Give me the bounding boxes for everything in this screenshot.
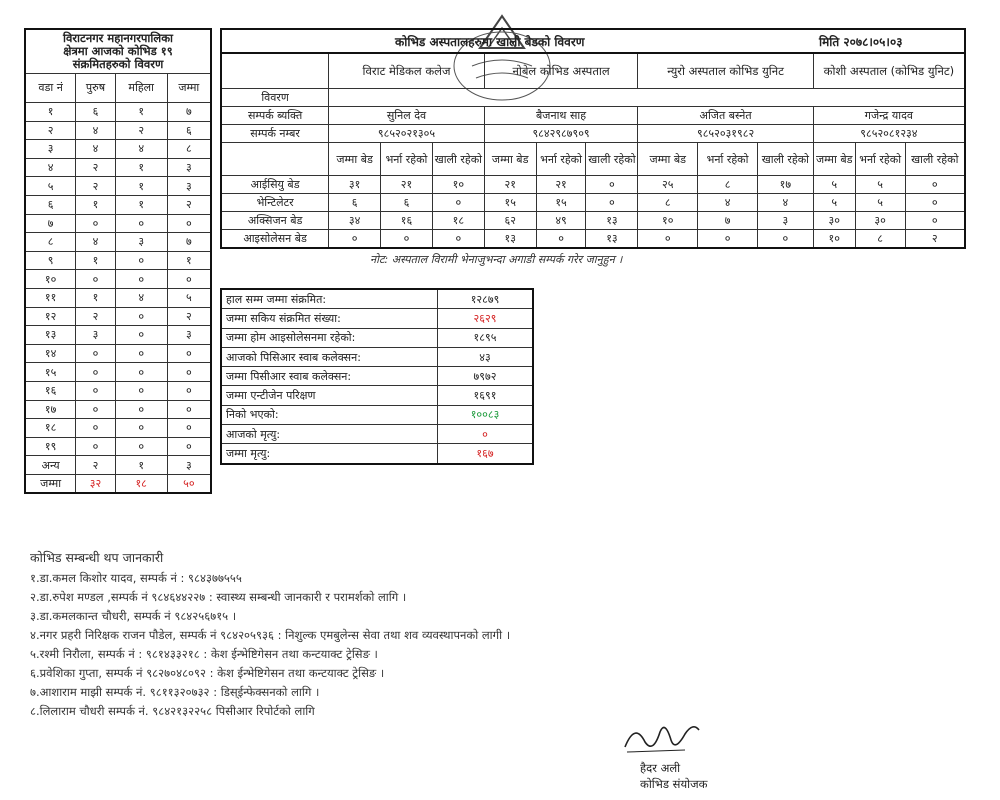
ward-row: १० ० ० ० [25, 270, 211, 289]
ward-row: ३ ४ ४ ८ [25, 140, 211, 159]
ward-row: १६ ० ० ० [25, 381, 211, 400]
info-line: २.डा.रुपेश मण्डल ,सम्पर्क नं ९८४६४४२२७ : स्वास्थ्य सम्बन्धी जानकारी र परामर्शको लागि । [30, 590, 407, 604]
summary-row [221, 328, 533, 347]
bed-column-header: खाली रहेको [432, 143, 484, 176]
info-line: ७.आशाराम माझी सम्पर्क नं. ९८११३२०७३२ : डिस्ईन्फेक्सनको लागि । [30, 685, 320, 699]
summary-value: १२८७९ [438, 289, 534, 309]
summary-label: आजको पिसिआर स्वाब कलेक्सन: [221, 347, 438, 366]
summary-label: जम्मा एन्टीजेन परिक्षण [221, 386, 438, 405]
ward-row: १३ ३ ० ३ [25, 326, 211, 345]
bed-row-label: आईसियु बेड [221, 176, 329, 194]
summary-label: जम्मा सकिय संक्रमित संख्या: [221, 309, 438, 328]
label-header-row: विवरण [221, 89, 965, 107]
ward-row: ११ १ ४ ५ [25, 288, 211, 307]
summary-label: जम्मा पिसीआर स्वाब कलेक्सन: [221, 367, 438, 386]
summary-value: ७९७२ [438, 367, 534, 386]
ward-row: १७ ० ० ० [25, 400, 211, 419]
bed-column-header: भर्ना रहेको [381, 143, 433, 176]
bed-row-label: आइसोलेसन बेड [221, 230, 329, 249]
info-line: ४.नगर प्रहरी निरिक्षक राजन पौडेल, सम्पर्क नं ९८४२०५९३६ : निशुल्क एमबुलेन्स सेवा तथा शव व्यवस्थापनको लागी । [30, 628, 511, 642]
bed-row-label: अक्सिजन बेड [221, 212, 329, 230]
hospital-table-title-row [221, 29, 965, 53]
summary-value: २६२९ [438, 309, 534, 328]
bed-column-header: भर्ना रहेको [698, 143, 758, 176]
ward-total-row: जम्मा ३२ १८ ५० [25, 474, 211, 493]
bed-row-label: भेन्टिलेटर [221, 194, 329, 212]
bed-column-header: जम्मा बेड [813, 143, 855, 176]
ward-table-header: वडा नं पुरुष महिला जम्मा [25, 74, 211, 103]
hospital-name: विराट मेडिकल कलेज [329, 53, 485, 89]
ward-row: १४ ० ० ० [25, 344, 211, 363]
bed-column-header: खाली रहेको [757, 143, 813, 176]
bed-column-header: जम्मा बेड [638, 143, 698, 176]
bed-column-header: भर्ना रहेको [536, 143, 586, 176]
additional-info [30, 548, 510, 721]
hospital-table-title: कोभिड अस्पतालहरुमा खाली बेडको विवरण [221, 29, 757, 53]
ward-table-title: विराटनगर महानगरपालिका क्षेत्रमा आजको कोभिड १९ संक्रमितहरुको विवरण [25, 29, 211, 74]
ward-row: १९ ० ० ० [25, 437, 211, 456]
hospital-name: कोशी अस्पताल (कोभिड युनिट) [813, 53, 965, 89]
info-line: ५.रश्मी निरौला, सम्पर्क नं : ९८१४३३२१८ : केश ईन्भेष्टिगेसन तथा कन्टयाक्ट ट्रेसिङ । [30, 647, 378, 661]
summary-row [221, 309, 533, 328]
covid-summary-table [220, 288, 534, 465]
summary-row [221, 405, 533, 424]
contact-number-row: सम्पर्क नम्बर ९८५२०२१३०५ ९८४२९८७९०९ ९८५२०३१९८२ ९८५२०८१२३४ [221, 125, 965, 143]
info-line: १.डा.कमल किशोर यादव, सम्पर्क नं : ९८४३७७५५५ [30, 571, 242, 585]
summary-value: ४३ [438, 347, 534, 366]
bed-row: आइसोलेसन बेड ० ० ० १३ ० १३ ० ० ० १० ८ २ [221, 230, 965, 249]
signatory-name: हैदर अली [640, 761, 681, 775]
summary-value: ० [438, 425, 534, 444]
summary-label: हाल सम्म जम्मा संक्रमित: [221, 289, 438, 309]
info-line: ८.लिलाराम चौधरी सम्पर्क नं. ९८४२१३२२५८ पिसीआर रिपोर्टको लागि [30, 704, 315, 718]
ward-row: १२ २ ० २ [25, 307, 211, 326]
bed-row: अक्सिजन बेड ३४ १६ १८ ६२ ४९ १३ १० ७ ३ ३० ३० ० [221, 212, 965, 230]
ward-row: १ ६ १ ७ [25, 103, 211, 122]
summary-row [221, 347, 533, 366]
summary-row [221, 289, 533, 309]
bed-row: भेन्टिलेटर ६ ६ ० १५ १५ ० ८ ४ ४ ५ ५ ० [221, 194, 965, 212]
bed-column-header: जम्मा बेड [484, 143, 536, 176]
summary-value: १००८३ [438, 405, 534, 424]
summary-label: जम्मा होम आइसोलेसनमा रहेको: [221, 328, 438, 347]
summary-value: १८९५ [438, 328, 534, 347]
bed-column-header: भर्ना रहेको [855, 143, 905, 176]
ward-infection-table [24, 28, 212, 494]
bed-subheader-row [221, 143, 965, 176]
ward-row: ६ १ १ २ [25, 195, 211, 214]
ward-row: ८ ४ ३ ७ [25, 233, 211, 252]
hospital-name-row [221, 53, 965, 89]
summary-label: निको भएको: [221, 405, 438, 424]
ward-row: अन्य २ १ ३ [25, 456, 211, 475]
ward-row: १८ ० ० ० [25, 419, 211, 438]
summary-row [221, 367, 533, 386]
report-date: मिति २०७८।०५।०३ [757, 29, 965, 53]
ward-row: ९ १ ० १ [25, 251, 211, 270]
hospital-note: नोट: अस्पताल विरामी भेनाजुभन्दा अगाडी सम्पर्क गरेर जानुहुन । [370, 253, 623, 266]
bed-column-header: जम्मा बेड [329, 143, 381, 176]
summary-label: आजको मृत्यु: [221, 425, 438, 444]
hospital-name: न्युरो अस्पताल कोभिड युनिट [638, 53, 813, 89]
ward-row: १५ ० ० ० [25, 363, 211, 382]
ward-row: ७ ० ० ० [25, 214, 211, 233]
ward-row: २ ४ २ ६ [25, 121, 211, 140]
hospital-name: नोबेल कोभिड अस्पताल [484, 53, 638, 89]
summary-value: १६९१ [438, 386, 534, 405]
bed-row: आईसियु बेड ३१ २१ १० २१ २१ ० २५ ८ १७ ५ ५ ० [221, 176, 965, 194]
info-heading: कोभिड सम्बन्धी थप जानकारी [30, 550, 164, 565]
summary-value: १६७ [438, 444, 534, 464]
summary-row [221, 386, 533, 405]
hospital-beds-table [220, 28, 966, 249]
info-line: ६.प्रवेशिका गुप्ता, सम्पर्क नं ९८२७०४८०९२ : केश ईन्भेष्टिगेसन तथा कन्टयाक्ट ट्रेसिङ । [30, 666, 385, 680]
ward-row: ४ २ १ ३ [25, 158, 211, 177]
summary-label: जम्मा मृत्यु: [221, 444, 438, 464]
contact-person-row: सम्पर्क ब्यक्ति सुनिल देव बैजनाथ साह अजित बस्नेत गजेन्द्र यादव [221, 107, 965, 125]
signatory [640, 760, 707, 792]
signatory-role: कोभिड संयोजक [640, 777, 708, 791]
ward-row: ५ २ १ ३ [25, 177, 211, 196]
summary-row [221, 444, 533, 464]
summary-row [221, 425, 533, 444]
signature-image [615, 712, 705, 762]
bed-column-header: खाली रहेको [586, 143, 638, 176]
info-line: ३.डा.कमलकान्त चौधरी, सम्पर्क नं ९८४२५६७१५ । [30, 609, 237, 623]
bed-column-header: खाली रहेको [905, 143, 965, 176]
